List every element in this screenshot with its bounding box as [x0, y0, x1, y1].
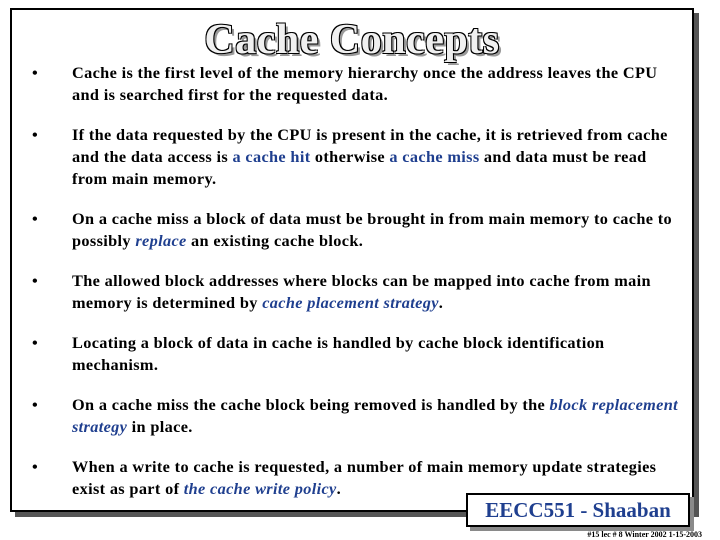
- bullet-text: On a cache miss the cache block being removed is handled by the: [72, 395, 550, 414]
- bullet-item: [26, 332, 686, 376]
- highlighted-term: the cache write policy: [183, 479, 337, 498]
- bullet-marker: •: [32, 63, 39, 82]
- bullet-text: in place.: [127, 417, 193, 436]
- bullet-text: .: [336, 479, 342, 498]
- slide-frame: [10, 8, 694, 512]
- bullet-marker: •: [32, 395, 39, 414]
- bullet-marker: •: [32, 209, 39, 228]
- highlighted-term: block replacement strategy: [72, 395, 679, 436]
- bullet-text: otherwise: [310, 147, 390, 166]
- bullet-item: [26, 124, 686, 190]
- bullet-text: Locating a block of data in cache is handled by cache block identification mechanism.: [72, 333, 605, 374]
- bullet-item: [26, 62, 686, 106]
- bullet-text: an existing cache block.: [186, 231, 364, 250]
- slide-title: Cache Concepts: [204, 17, 500, 63]
- highlighted-term: cache placement strategy: [262, 293, 439, 312]
- bullet-text: and data must be read from main memory.: [72, 147, 647, 188]
- bullet-text: If the data requested by the CPU is present in the cache, it is retrieved from cache and the data access is: [72, 125, 668, 166]
- bullet-text: Cache is the first level of the memory hierarchy once the address leaves the CPU and is searched first for the requested data.: [72, 63, 658, 104]
- bullet-marker: •: [32, 457, 39, 476]
- course-label: EECC551 - Shaaban: [466, 493, 690, 527]
- bullet-text: When a write to cache is requested, a number of main memory update strategies exist as part of: [72, 457, 657, 498]
- bullet-item: [26, 208, 686, 252]
- bullet-item: [26, 270, 686, 314]
- bullet-marker: •: [32, 125, 39, 144]
- bullet-list: [26, 62, 686, 518]
- highlighted-term: a cache miss: [389, 147, 480, 166]
- lecture-note: #15 lec # 8 Winter 2002 1-15-2003: [587, 530, 702, 539]
- bullet-text: The allowed block addresses where blocks can be mapped into cache from main memory is determined by: [72, 271, 651, 312]
- bullet-text: .: [438, 293, 444, 312]
- highlighted-term: replace: [135, 231, 187, 250]
- bullet-item: [26, 394, 686, 438]
- bullet-marker: •: [32, 333, 39, 352]
- bullet-marker: •: [32, 271, 39, 290]
- bullet-text: On a cache miss a block of data must be brought in from main memory to cache to possibly: [72, 209, 673, 250]
- highlighted-term: a cache hit: [232, 147, 311, 166]
